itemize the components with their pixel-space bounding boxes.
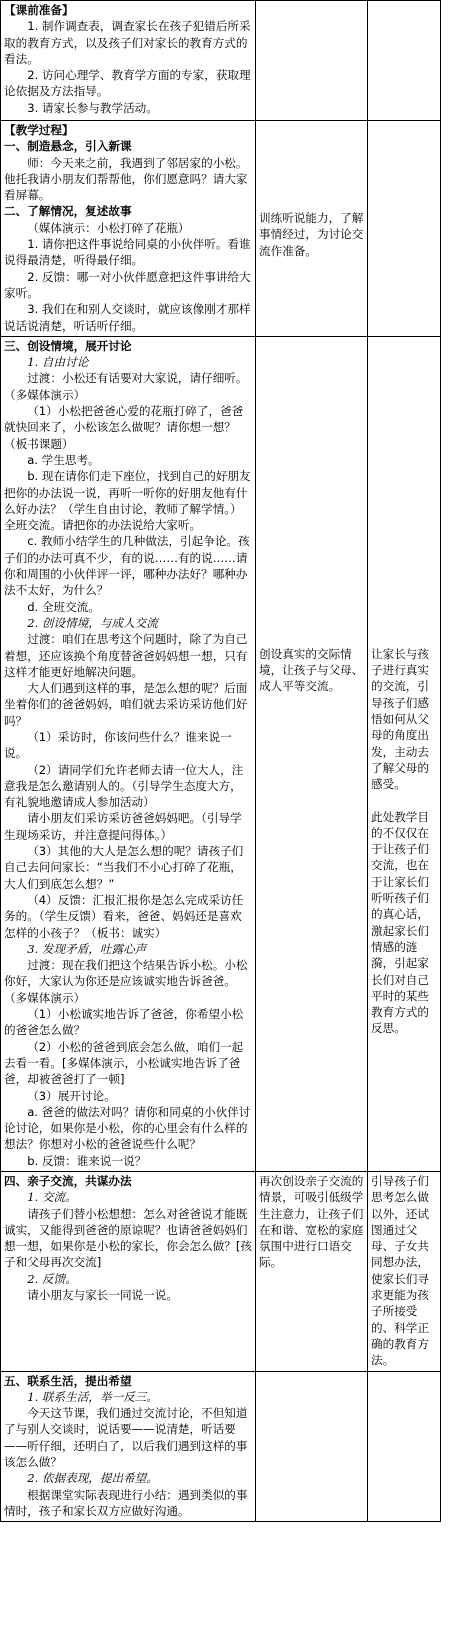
section-3-note: 创设真实的交际情境，让孩子与父母、成人平等交流。: [259, 646, 364, 694]
section-3-sub-3: 3. 发现矛盾，吐露心声: [27, 941, 147, 956]
prep-item-2: 2. 访问心理学、教育学方面的专家，获取理论依据及方法指导。: [4, 68, 251, 99]
prep-item-1: 1. 制作调查表，调查家长在孩子犯错后所采取的教育方式，以及孩子们对家长的教育方式的看法。: [4, 19, 251, 66]
section-3-sub-2: 2. 创设情境，与成人交流: [27, 615, 158, 630]
section-3-title: 三、创设情境，展开讨论: [4, 338, 132, 353]
section-2-title: 二、了解情况，复述故事: [4, 204, 132, 219]
row-section-5: [1, 1371, 441, 1522]
prep-extra-cell: [368, 1, 441, 121]
section-1-text: 师：今天来之前，我遇到了邻居家的小松。他托我请小朋友们帮帮他，你们愿意吗？请大家看屏幕。: [4, 155, 248, 203]
process-intro-cell: [1, 121, 256, 337]
s3b-line-6: （3）其他的大人是怎么想的呢？请孩子们自己去问问家长：“当我们不小心打碎了花瓶，大人们到底怎么想？”: [4, 844, 244, 891]
row-process-intro: [1, 121, 441, 337]
s3c-line-2: （1）小松诚实地告诉了爸爸，你希望小松的爸爸怎么做？: [4, 1007, 244, 1038]
section-5-sub-2: 2. 依据表现，提出希望。: [27, 1471, 158, 1486]
section-4-note-cell: [256, 1172, 368, 1372]
row-preparation: [1, 1, 441, 121]
section-4-extra: 引导孩子们思考怎么做以外，还试图通过父母、子女共同想办法，使家长们寻求更能为孩子所接受的、科学正确的教育方法。: [371, 1174, 429, 1368]
section-2-note-cell: [256, 121, 368, 337]
prep-heading: 【课前准备】: [4, 3, 74, 17]
section-4-title: 四、亲子交流，共谋办法: [4, 1174, 132, 1188]
s3a-line-4: b. 现在请你们走下座位，找到自己的好朋友把你的办法说一说，再听一听你的好朋友他有什么好办法？（学生自由讨论，教师了解学情。）: [4, 469, 251, 516]
row-section-4: [1, 1172, 441, 1372]
s3a-line-1: 过渡：小松还有话要对大家说，请仔细听。（多媒体演示）: [4, 371, 248, 402]
prep-item-3: 3. 请家长参与教学活动。: [27, 100, 158, 115]
section-1-title: 一、制造悬念，引入新课: [4, 139, 132, 154]
s3b-line-1: 过渡：咱们在思考这个问题时，除了为自己着想，还应该换个角度替爸爸妈妈想一想，只有这样才能更好地解决问题。: [4, 632, 248, 679]
section-2-line-2: 1. 请你把这件事说给同桌的小伙伴听。看谁说得最清楚，听得最仔细。: [4, 237, 251, 268]
s3a-line-6: c. 教师小结学生的几种做法，引起争论。孩子们的办法可真不少，有的说……有的说……请你和周围的小伙伴评一评，哪种办法好？哪种办法不太好，为什么？: [4, 534, 250, 598]
section-4-sub-1: 1. 交流。: [27, 1190, 77, 1205]
section-3-extra-b: 此处教学目的不仅仅在于让孩子们交流，也在于让家长们听听孩子们的真心话，激起家长们情感的涟漪，引起家长们对自己平时的某些教育方式的反思。: [371, 809, 429, 1036]
section-4-sub-2: 2. 反馈。: [27, 1271, 77, 1286]
s3b-line-5: 请小朋友们采访采访爸爸妈妈吧。（引导学生现场采访，并注意提问得体。）: [4, 811, 242, 842]
section-4-cell: [1, 1172, 256, 1372]
row-section-3: [1, 336, 441, 1171]
section-5-text-b: 根据课堂实际表现进行小结：遇到类似的事情时，孩子和家长双方应做好沟通。: [4, 1487, 248, 1518]
section-4-text-a: 请孩子们替小松想想：怎么对爸爸说才能既诚实，又能得到爸爸的原谅呢？也请爸爸妈妈们想一想，如果你是小松的家长，你会怎么做？[孩子和父母再次交流]: [4, 1206, 252, 1270]
process-heading: 【教学过程】: [4, 123, 74, 137]
section-5-sub-1: 1. 联系生活，举一反三。: [27, 1389, 158, 1404]
section-2-extra-cell: [368, 121, 441, 337]
section-5-text-a: 今天这节课，我们通过交流讨论，不但知道了与别人交谈时，说话要——说清楚，听话要——听仔细，还明白了，以后我们遇到这样的事该怎么做？: [4, 1406, 248, 1470]
section-3-extra-cell: [368, 336, 441, 1171]
section-5-note-cell: [256, 1371, 368, 1522]
section-3-sub-1: 1. 自由讨论: [27, 355, 89, 370]
section-4-note: 再次创设亲子交流的情景，可吸引低级学生注意力，让孩子们在和谐、宽松的家庭氛围中进行口语交际。: [259, 1174, 364, 1270]
s3c-line-4: （3）展开讨论。: [27, 1088, 116, 1103]
s3b-line-2: 大人们遇到这样的事，是怎么想的呢？后面坐着你们的爸爸妈妈，咱们就去采访采访他们好吗？: [4, 681, 248, 728]
section-3-note-cell: [256, 336, 368, 1171]
s3c-line-5: a. 爸爸的做法对吗？请你和同桌的小伙伴讨论讨论，如果你是小松，你的心里会有什么样的想法？你想对小松的爸爸说些什么呢？: [4, 1104, 251, 1152]
prep-cell: [1, 1, 256, 121]
section-5-extra-cell: [368, 1371, 441, 1522]
section-2-note: 训练听说能力，了解事情经过，为讨论交流作准备。: [259, 211, 364, 258]
s3a-line-7: d. 全班交流。: [27, 599, 100, 614]
section-3-extra-a: 让家长与孩子进行真实的交流，引导孩子们感悟如何从父母的角度出发，主动去了解父母的感受。: [371, 646, 429, 792]
s3a-line-3: a. 学生思考。: [27, 452, 100, 467]
section-5-title: 五、联系生活，提出希望: [4, 1373, 132, 1388]
section-3-cell: [1, 336, 256, 1171]
s3b-line-7: （4）反馈：汇报汇报你是怎么完成采访任务的。（学生反馈）看来，爸爸、妈妈还是喜欢怎样的小孩子？（板书：诚实）: [4, 892, 244, 940]
section-2-line-1: （媒体演示：小松打碎了花瓶）: [27, 220, 190, 235]
s3a-line-2: （1）小松把爸爸心爱的花瓶打碎了，爸爸就快回来了，小松该怎么做呢？请你想一想？（板书课题）: [4, 404, 244, 451]
section-5-cell: [1, 1371, 256, 1522]
s3c-line-6: b. 反馈：谁来说一说？: [27, 1153, 147, 1168]
s3c-line-1: 过渡：现在我们把这个结果告诉小松。小松你好，大家认为你还是应该诚实地告诉爸爸。（多媒体演示）: [4, 958, 248, 1005]
s3c-line-3: （2）小松的爸爸到底会怎么做，咱们一起去看一看。[多媒体演示，小松诚实地告诉了爸爸，却被爸爸打了一顿]: [4, 1039, 244, 1087]
section-2-line-3: 2. 反馈：哪一对小伙伴愿意把这件事讲给大家听。: [4, 269, 251, 300]
prep-note-cell: [256, 1, 368, 121]
s3a-line-5: 全班交流。请把你的办法说给大家听。: [4, 518, 202, 533]
section-2-line-4: 3. 我们在和别人交谈时，就应该像刚才那样说话说清楚，听话听仔细。: [4, 302, 251, 333]
s3b-line-4: （2）请同学们允许老师去请一位大人，注意我是怎么邀请别人的。（引导学生态度大方，有礼貌地邀请成人参加活动）: [4, 762, 244, 810]
s3b-line-3: （1）采访时，你该问些什么？谁来说一说。: [4, 729, 232, 761]
section-4-extra-cell: [368, 1172, 441, 1372]
section-4-text-b: 请小朋友与家长一同说一说。: [27, 1288, 178, 1303]
